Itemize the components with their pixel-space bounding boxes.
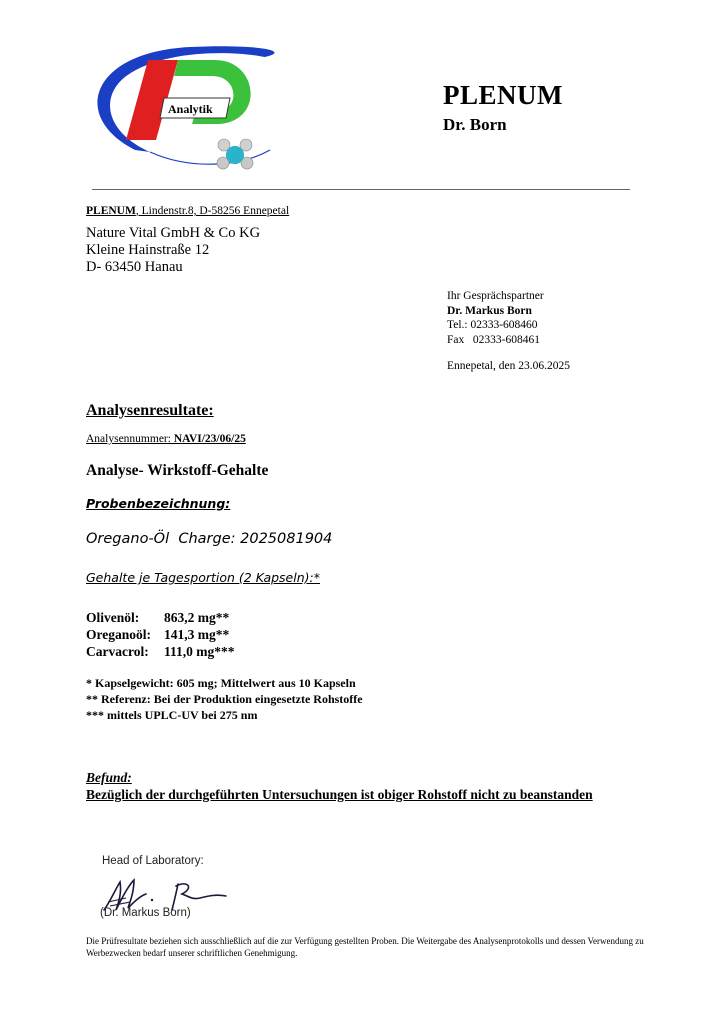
finding-text: Bezüglich der durchgeführten Untersuchungen ist obiger Rohstoff nicht zu beanstanden xyxy=(86,787,593,802)
company-name: PLENUM xyxy=(443,80,563,110)
contact-person: Dr. Markus Born xyxy=(447,304,532,317)
contact-fax: Fax 02333-608461 xyxy=(447,333,540,346)
contact-tel: Tel.: 02333-608460 xyxy=(447,319,538,331)
recipient-address xyxy=(86,225,260,276)
result-name: Carvacrol: xyxy=(86,644,149,659)
footnote: ** Referenz: Bei der Produktion eingesetzte Rohstoffe xyxy=(86,692,363,706)
head-of-laboratory-label: Head of Laboratory: xyxy=(102,855,204,867)
logo-text: Analytik xyxy=(168,102,213,116)
result-value: 141,3 mg** xyxy=(164,627,230,642)
sample-value: Oregano-Öl Charge: 2025081904 xyxy=(86,531,333,547)
disclaimer: Die Prüfresultate beziehen sich ausschließlich auf die zur Verfügung gestellten Proben. Die Weitergabe des Analysenprotokolls und dessen Verwendung zu Werbezwecken bedarf unserer schriftlichen Genehmigung. xyxy=(86,936,644,958)
result-row xyxy=(86,609,235,626)
sender-name: PLENUM xyxy=(86,205,136,217)
content-label: Gehalte je Tagesportion (2 Kapseln):* xyxy=(86,570,320,585)
header-divider xyxy=(92,189,630,190)
result-value: 111,0 mg*** xyxy=(164,644,235,659)
analysis-number-value: NAVI/23/06/25 xyxy=(173,433,246,445)
result-row xyxy=(86,626,235,643)
analysis-number-label: Analysennummer: xyxy=(86,433,174,445)
recipient-line-2: Kleine Hainstraße 12 xyxy=(86,242,210,258)
document-date: Ennepetal, den 23.06.2025 xyxy=(447,360,570,372)
result-row xyxy=(86,643,235,660)
recipient-line-1: Nature Vital GmbH & Co KG xyxy=(86,225,261,241)
signer-name: (Dr. Markus Born) xyxy=(100,907,191,919)
contact-label: Ihr Gesprächspartner xyxy=(447,290,544,302)
results-title: Analysenresultate: xyxy=(86,402,214,419)
result-name: Olivenöl: xyxy=(86,610,140,625)
sender-address-line xyxy=(86,205,289,217)
result-name: Oreganoöl: xyxy=(86,627,151,642)
sender-address: , Lindenstr.8, D-58256 Ennepetal xyxy=(135,205,290,217)
sample-label: Probenbezeichnung: xyxy=(86,496,231,511)
plenum-analytik-logo xyxy=(80,32,280,182)
footnotes xyxy=(86,675,363,723)
result-value: 863,2 mg** xyxy=(164,610,230,625)
footnote: * Kapselgewicht: 605 mg; Mittelwert aus 10 Kapseln xyxy=(86,676,356,690)
company-subtitle: Dr. Born xyxy=(443,115,507,134)
contact-block xyxy=(447,289,570,374)
molecule-icon xyxy=(217,139,253,169)
footnote: *** mittels UPLC-UV bei 275 nm xyxy=(86,708,258,722)
analysis-heading: Analyse- Wirkstoff-Gehalte xyxy=(86,462,269,479)
analysis-number xyxy=(86,433,246,445)
results-table xyxy=(86,609,235,660)
recipient-line-3: D- 63450 Hanau xyxy=(86,259,183,275)
finding-label: Befund: xyxy=(86,770,132,785)
